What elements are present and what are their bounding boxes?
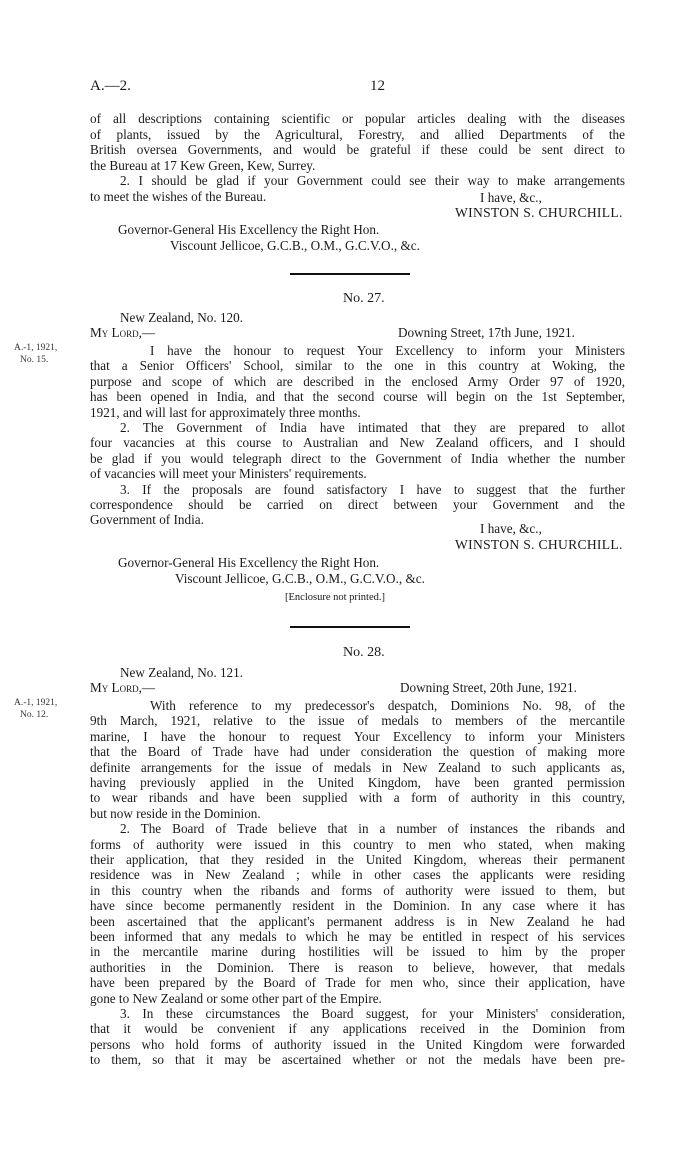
text-line: that the Board of Trade have had under consideration the question of making more xyxy=(90,744,625,760)
addressee-line-2: Viscount Jellicoe, G.C.B., O.M., G.C.V.O., &c. xyxy=(170,238,420,253)
text-line: to wear ribands and have been supplied with a form of authority in this country, xyxy=(90,790,625,806)
addressee-line-2: Viscount Jellicoe, G.C.B., O.M., G.C.V.O., &c. xyxy=(175,571,425,586)
text-line: of plants, issued by the Agricultural, Forestry, and allied Departments of the xyxy=(90,126,625,142)
letter-number: No. 27. xyxy=(343,291,385,306)
series-reference: New Zealand, No. 121. xyxy=(120,665,244,680)
text-line: their application, that they resided in the United Kingdom, whereas their permanent xyxy=(90,852,625,867)
text-line: have been prepared by the Board of Trade for men who, since their application, have xyxy=(90,975,625,991)
text-line: but now reside in the Dominion. xyxy=(90,805,261,821)
place-date: Downing Street, 17th June, 1921. xyxy=(398,325,575,340)
text-line: purpose and scope of which are described in the enclosed Army Order 97 of 1920, xyxy=(90,373,625,389)
salutation: My Lord,— xyxy=(90,680,156,695)
signature: WINSTON S. CHURCHILL. xyxy=(455,205,623,220)
text-line: having previously applied in the United Kingdom, have been granted permission xyxy=(90,775,625,790)
text-line: been ascertained that the applicant's permanent address is in New Zealand he had xyxy=(90,913,625,929)
section-divider xyxy=(290,626,410,628)
text-line: residence was in New Zealand ; while in other cases the applicants were residing xyxy=(90,867,625,883)
place-date: Downing Street, 20th June, 1921. xyxy=(400,680,577,695)
text-line: 2. The Board of Trade believe that in a number of instances the ribands and xyxy=(120,821,625,837)
addressee-line-1: Governor-General His Excellency the Right Hon. xyxy=(118,222,380,237)
text-line: been informed that any medals to which he may be entitled in respect of his services xyxy=(90,929,625,944)
text-line: gone to New Zealand or some other part of the Empire. xyxy=(90,990,382,1006)
series-reference: New Zealand, No. 120. xyxy=(120,310,244,325)
text-line: Government of India. xyxy=(90,512,204,528)
salutation: My Lord,— xyxy=(90,325,156,340)
text-line: correspondence should be carried on direct between your Government and the xyxy=(90,497,625,512)
text-line: 1921, and will last for approximately three months. xyxy=(90,404,361,420)
margin-reference: No. 15. xyxy=(20,355,49,365)
text-line: that it would be convenient if any applications received in the Dominion from xyxy=(90,1021,625,1037)
closing-phrase: I have, &c., xyxy=(480,521,542,536)
text-line: British oversea Governments, and would be grateful if these could be sent direct to xyxy=(90,142,625,158)
enclosure-note: [Enclosure not printed.] xyxy=(285,592,386,603)
section-divider xyxy=(290,273,410,275)
text-line: persons who hold forms of authority issued in the United Kingdom were forwarded xyxy=(90,1036,625,1052)
text-line: have since become permanently resident in the Dominion. In any case where it has xyxy=(90,898,625,914)
margin-reference: A.-1, 1921, xyxy=(14,343,58,353)
closing-phrase: I have, &c., xyxy=(480,190,542,205)
document-reference: A.—2. xyxy=(90,78,131,94)
text-line: of all descriptions containing scientific or popular articles dealing with the diseases xyxy=(90,111,625,126)
text-line: 3. In these circumstances the Board suggest, for your Ministers' consideration, xyxy=(120,1006,625,1021)
text-line: 2. I should be glad if your Government could see their way to make arrangements xyxy=(120,173,625,189)
margin-reference: No. 12. xyxy=(20,710,49,720)
signature: WINSTON S. CHURCHILL. xyxy=(455,537,623,552)
page-number: 12 xyxy=(370,78,385,94)
text-line: 3. If the proposals are found satisfactory I have to suggest that the further xyxy=(120,481,625,497)
margin-reference: A.-1, 1921, xyxy=(14,698,58,708)
text-line: authorities in the Dominion. There is reason to believe, however, that medals xyxy=(90,959,625,975)
text-line: to meet the wishes of the Bureau. xyxy=(90,189,267,204)
text-line: definite arrangements for the issue of medals in New Zealand to such applicants as, xyxy=(90,759,625,775)
text-line: in the mercantile marine during hostilities will be issued to him by the proper xyxy=(90,944,625,960)
text-line: has been opened in India, and that the second course will begin on the 1st September, xyxy=(90,389,625,405)
text-line: 9th March, 1921, relative to the issue of medals to members of the mercantile xyxy=(90,713,625,729)
text-line: I have the honour to request Your Excellency to inform your Ministers xyxy=(150,343,625,358)
text-line: marine, I have the honour to request Your Excellency to inform your Ministers xyxy=(90,728,625,744)
text-line: to them, so that it may be ascertained whether or not the medals have been pre- xyxy=(90,1052,625,1068)
text-line: be glad if you would telegraph direct to the Government of India whether the number xyxy=(90,450,625,466)
text-line: four vacancies at this course to Australian and New Zealand officers, and I should xyxy=(90,435,625,451)
text-line: With reference to my predecessor's despatch, Dominions No. 98, of the xyxy=(150,698,625,713)
text-line: in this country when the ribands and forms of authority were issued to them, but xyxy=(90,882,625,898)
text-line: the Bureau at 17 Kew Green, Kew, Surrey. xyxy=(90,157,316,173)
text-line: forms of authority were issued in this country to men who stated, when making xyxy=(90,836,625,852)
letter-number: No. 28. xyxy=(343,645,385,660)
text-line: of vacancies will meet your Ministers' requirements. xyxy=(90,466,367,482)
addressee-line-1: Governor-General His Excellency the Right Hon. xyxy=(118,555,380,570)
text-line: 2. The Government of India have intimated that they are prepared to allot xyxy=(120,420,625,435)
text-line: that a Senior Officers' School, similar to the one in this country at Woking, the xyxy=(90,358,625,374)
